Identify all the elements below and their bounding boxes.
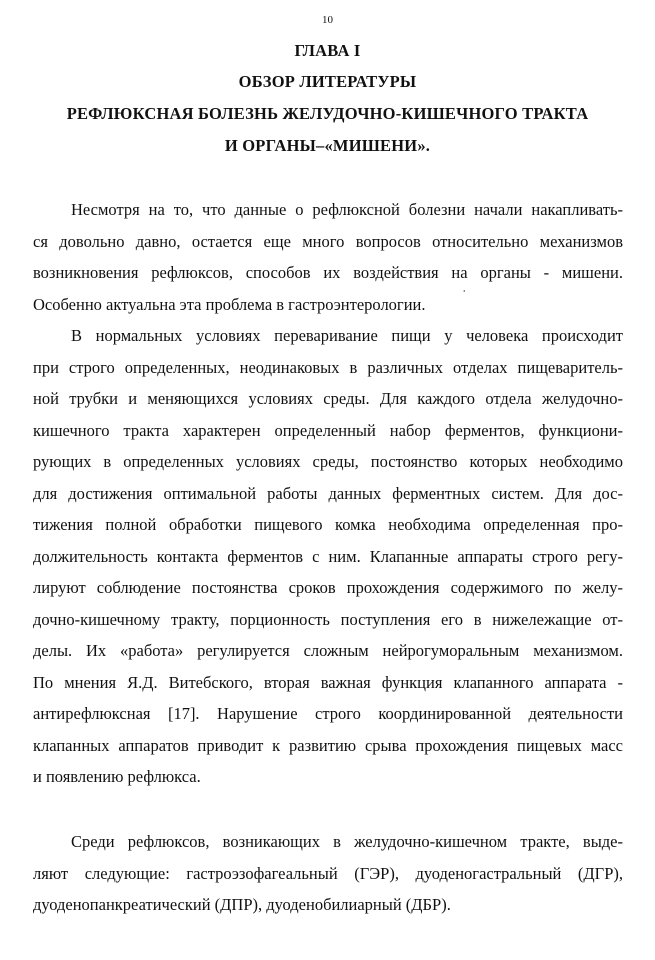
paragraph-line: По мнения Я.Д. Витебского, вторая важная функция клапанного аппарата - [33,672,623,692]
stray-tick-mark: ˈ [462,287,467,302]
title-line-2: И ОРГАНЫ–«МИШЕНИ». [224,136,431,155]
paragraph-line: тижения полной обработки пищевого комка необходима определенная про- [33,515,623,534]
paragraph-line: лируют соблюдение постоянства сроков прохождения содержимого по желу- [33,578,623,597]
paragraph-line: кишечного тракта характерен определенный набор ферментов, функциони- [33,420,623,440]
paragraph-line: ляют следующие: гастроэзофагеальный (ГЭР), дуоденогастральный (ДГР), [33,863,623,883]
paragraph-line: антирефлюксная [17]. Нарушение строго координированной деятельности [33,704,623,723]
paragraph-3 [33,826,623,921]
paragraph-line: Несмотря на то, что данные о рефлюксной болезни начали накапливать- [71,200,623,219]
paragraph-line: ной трубки и меняющихся условиях среды. Для каждого отдела желудочно- [33,389,623,408]
chapter-heading: ГЛАВА I [294,41,361,60]
paragraph-line: и появлению рефлюкса. [33,767,201,786]
paragraph-line: Среди рефлюксов, возникающих в желудочно-кишечном тракте, выде- [71,832,623,851]
paragraph-line: при строго определенных, неодинаковых в различных отделах пищеваритель- [33,357,623,377]
paragraph-line: возникновения рефлюксов, способов их воздействия на органы - мишени. [33,263,623,282]
title-line-1: РЕФЛЮКСНАЯ БОЛЕЗНЬ ЖЕЛУДОЧНО-КИШЕЧНОГО ТРАКТА [66,104,589,123]
paragraph-line: В нормальных условиях переваривание пищи у человека происходит [71,326,623,345]
paragraph-2 [33,320,623,793]
paragraph-line: клапанных аппаратов приводит к развитию срыва прохождения пищевых масс [33,735,623,755]
paragraph-line: рующих в определенных условиях среды, постоянство которых необходимо [33,452,623,471]
paragraph-line: должительность контакта ферментов с ним. Клапанные аппараты строго регу- [33,546,623,566]
page-number: 10 [322,14,333,26]
section-heading: ОБЗОР ЛИТЕРАТУРЫ [238,72,417,91]
paragraph-1 [33,194,623,320]
paragraph-line: Особенно актуальна эта проблема в гастроэнтерологии. [33,294,426,314]
paragraph-line: дочно-кишечному тракту, порционность поступления его в нижележащие от- [33,609,623,629]
paragraph-line: ся довольно давно, остается еще много вопросов относительно механизмов [33,231,623,251]
paragraph-line: делы. Их «работа» регулируется сложным нейрогуморальным механизмом. [33,641,623,660]
paragraph-line: дуоденопанкреатический (ДПР), дуоденобилиарный (ДБР). [33,895,451,914]
paragraph-line: для достижения оптимальной работы данных ферментных систем. Для дос- [33,483,623,503]
